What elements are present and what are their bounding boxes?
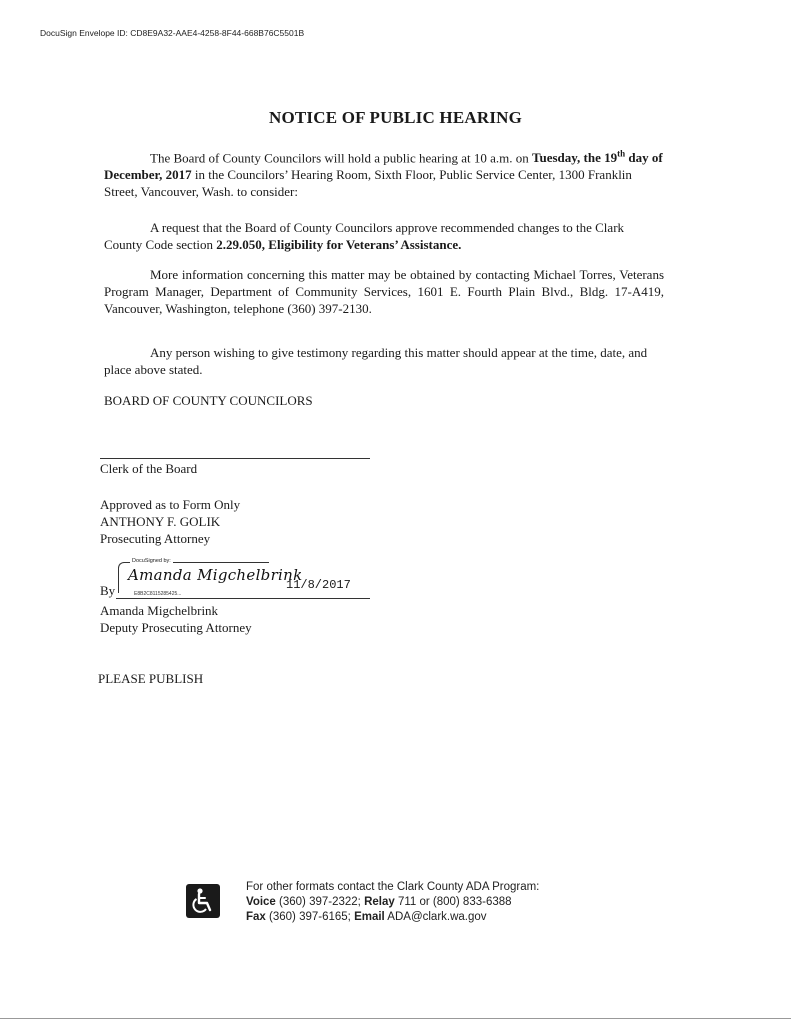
docusign-id: E8B2C8115285425... xyxy=(134,591,182,597)
attorney-name: ANTHONY F. GOLIK xyxy=(100,514,221,529)
docusign-envelope-id: DocuSign Envelope ID: CD8E9A32-AAE4-4258-8F44-668B76C5501B xyxy=(40,28,305,38)
by-label: By xyxy=(100,583,116,598)
attorney-title: Prosecuting Attorney xyxy=(100,531,211,546)
page-bottom-rule xyxy=(0,1018,791,1019)
handwritten-signature: Amanda Migchelbrink xyxy=(128,566,303,584)
please-publish: PLEASE PUBLISH xyxy=(98,671,204,686)
contact-paragraph: More information concerning this matter may be obtained by contacting Michael Torres, Veterans Program Manager, Department of Community Services, 1601 E. Fourth Plain Blvd., Bldg. 17-A419, Vancouver, Washington, telephone (360) 397-2130. xyxy=(104,267,664,316)
clerk-label: Clerk of the Board xyxy=(100,461,198,476)
signer-title: Deputy Prosecuting Attorney xyxy=(100,620,252,635)
docusign-header: DocuSigned by: xyxy=(132,558,171,564)
request-paragraph: A request that the Board of County Councilors approve recommended changes to the Clark County Code section 2.29.050, Eligibility for Veterans’ Assistance. xyxy=(104,220,625,252)
page-title: NOTICE OF PUBLIC HEARING xyxy=(268,108,523,127)
clerk-signature-line xyxy=(100,458,370,459)
attorney-signature-line xyxy=(116,598,370,599)
board-heading: BOARD OF COUNTY COUNCILORS xyxy=(104,393,313,408)
testimony-paragraph: Any person wishing to give testimony regarding this matter should appear at the time, date, and place above stated. xyxy=(104,345,648,377)
approved-line: Approved as to Form Only xyxy=(100,497,241,512)
signer-name: Amanda Migchelbrink xyxy=(100,603,219,618)
signature-date: 11/8/2017 xyxy=(286,578,351,592)
hearing-date: Tuesday, the 19th day of December, 2017 xyxy=(104,149,663,183)
ada-contact-info: For other formats contact the Clark County ADA Program: Voice (360) 397-2322; Relay 711 or (800) 833-6388 Fax (360) 397-6165; Email ADA@clark.wa.gov xyxy=(246,881,540,923)
ada-email: ADA@clark.wa.gov xyxy=(384,911,487,923)
code-section: 2.29.050, Eligibility for Veterans’ Assistance. xyxy=(216,237,462,252)
hearing-paragraph: The Board of County Councilors will hold a public hearing at 10 a.m. on Tuesday, the 19th day of December, 2017 in the Councilors’ Hearing Room, Sixth Floor, Public Service Center, 1300 Franklin Street, Vancouver, Wash. to consider: xyxy=(104,149,663,200)
wheelchair-accessibility-icon xyxy=(186,884,220,918)
